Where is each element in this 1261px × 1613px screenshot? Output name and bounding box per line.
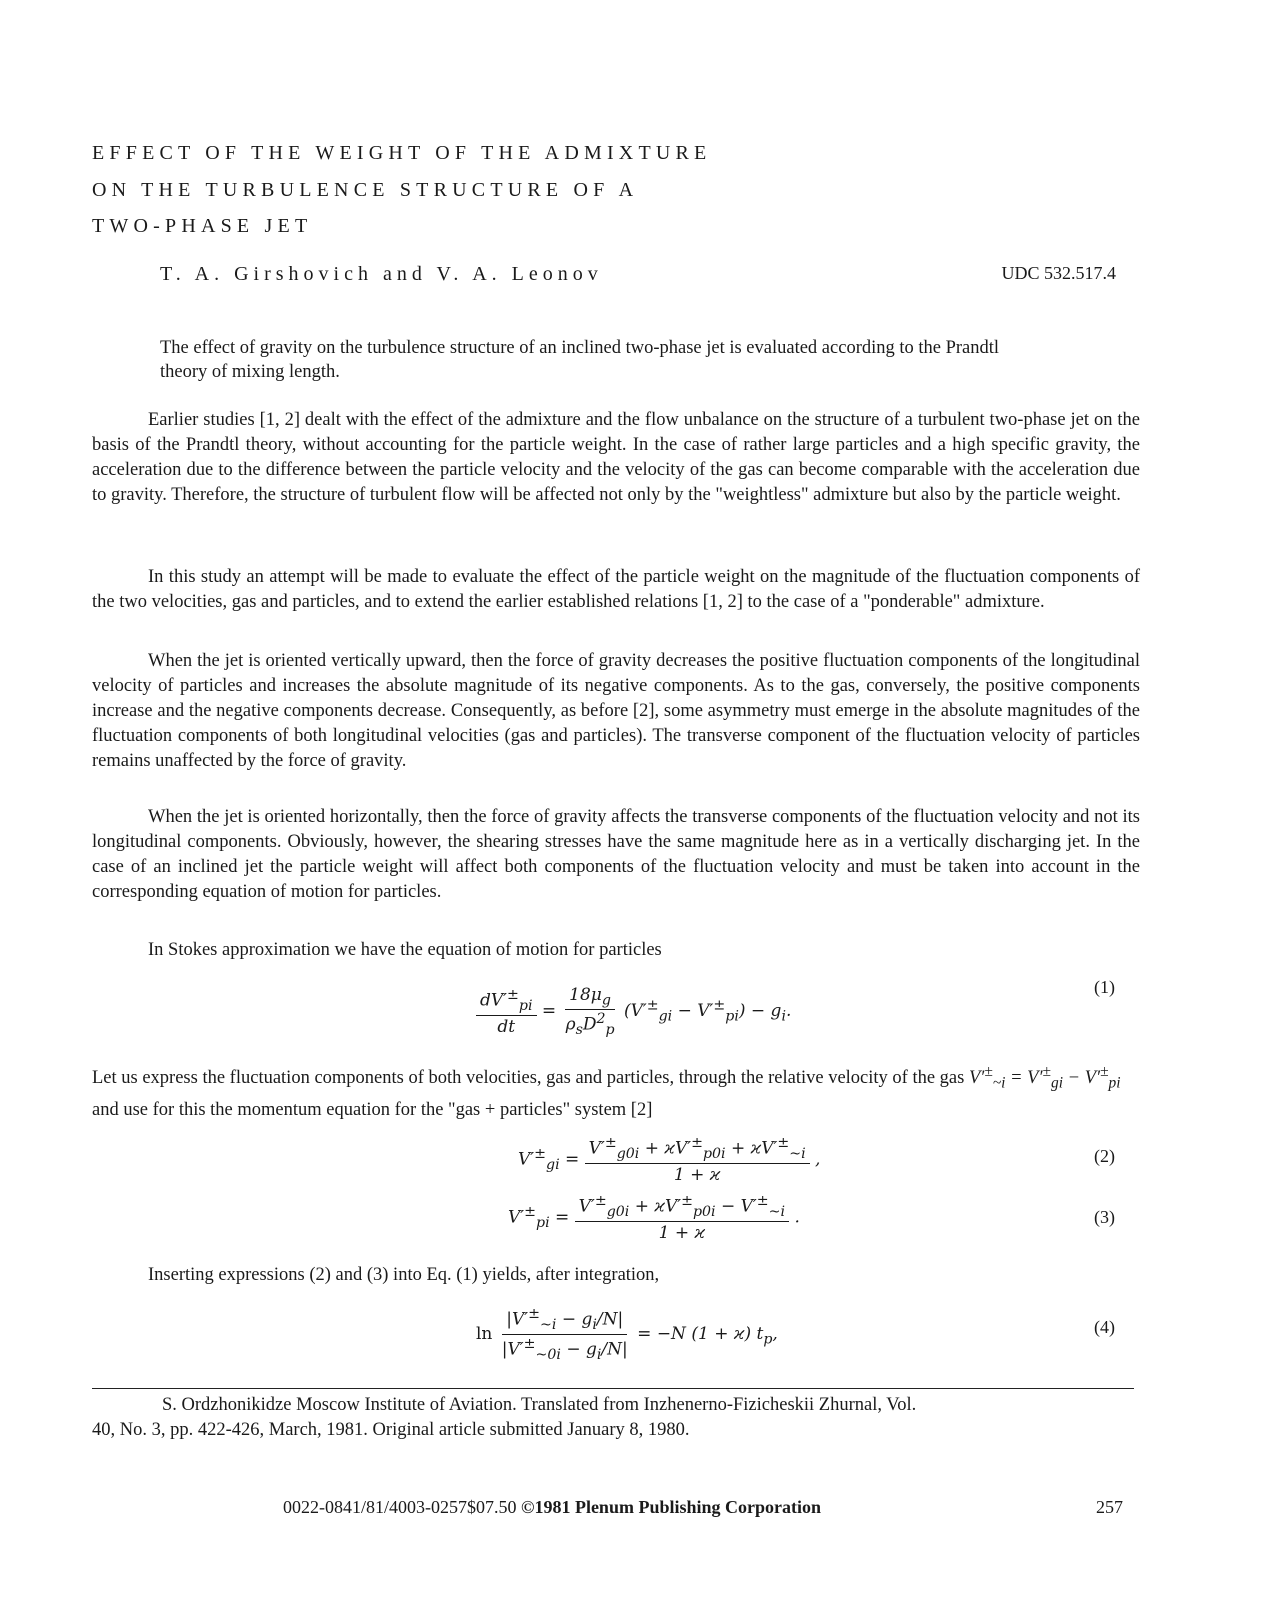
- footer-copyright: ©1981 Plenum Publishing Corporation: [521, 1497, 821, 1517]
- paragraph-2: In this study an attempt will be made to evaluate the effect of the particle weight on the magnitude of the fluctuation components of the two velocities, gas and particles, and to extend the earlier established relations [1, 2] to the case of a "ponderable" admixture.: [92, 567, 1140, 612]
- title-line-3: TWO-PHASE JET: [92, 215, 313, 237]
- title-line-1: EFFECT OF THE WEIGHT OF THE ADMIXTURE: [92, 142, 712, 164]
- equation-4: ln $\frac{|V'^\pm_{\sim i} - g_i/N|}{|V'^\pm_{\sim 0i} - g_i/N|}$ = −N (1 + ϰ) $t_p$,: [476, 1306, 778, 1364]
- page-number: 257: [1096, 1497, 1123, 1517]
- equation-2: $V'^\pm_{gi}$ = $\frac{V'^\pm_{g0i} + ϰV'^\pm_{p0i} + ϰV'^\pm_{\sim i}}{1 + ϰ}$ ,: [518, 1135, 821, 1186]
- title-line-2: ON THE TURBULENCE STRUCTURE OF A: [92, 179, 639, 201]
- relative-velocity-definition: $V'^\pm_{\sim i} = V'^\pm_{gi} - V'^\pm_{pi}$: [968, 1063, 1121, 1092]
- equation-number-3: (3): [1094, 1207, 1115, 1227]
- equation-number-1: (1): [1094, 977, 1115, 997]
- equation-number-4: (4): [1094, 1317, 1115, 1337]
- udc-code: UDC 532.517.4: [1001, 263, 1116, 283]
- inserting-text: Inserting expressions (2) and (3) into Eq. (1) yields, after integration,: [148, 1265, 660, 1285]
- footnote: [92, 1393, 1132, 1443]
- equation-1: $\frac{dV'^\pm_{pi}}{dt}$ = $\frac{18\mu_g}{\rho_sD^2_p}$ $(V'^\pm_{gi} - V'^\pm_{pi}) - g_i$.: [476, 985, 791, 1038]
- paragraph-5: In Stokes approximation we have the equation of motion for particles: [148, 940, 662, 960]
- footnote-line-2: 40, No. 3, pp. 422-426, March, 1981. Original article submitted January 8, 1980.: [92, 1420, 690, 1440]
- footnote-line-1: S. Ordzhonikidze Moscow Institute of Aviation. Translated from Inzhenerno-Fizicheskii Zhurnal, Vol.: [162, 1395, 917, 1415]
- authors: T. A. Girshovich and V. A. Leonov: [160, 263, 603, 285]
- relative-velocity-tail: and use for this the momentum equation for the "gas + particles" system [2]: [92, 1099, 653, 1120]
- paragraph-4: When the jet is oriented horizontally, then the force of gravity affects the transverse components of the fluctuation velocity and not its longitudinal components. Obviously, however, the shearing stresses have the same magnitude here as in a vertically discharging jet. In the case of an inclined jet the particle weight will affect both components of the fluctuation velocity and must be taken into account in the corresponding equation of motion for particles.: [92, 807, 1140, 902]
- paragraph-1: Earlier studies [1, 2] dealt with the effect of the admixture and the flow unbalance on the structure of a turbulent two-phase jet on the basis of the Prandtl theory, without accounting for the particle weight. In the case of rather large particles and a high specific gravity, the acceleration due to the difference between the particle velocity and the velocity of the gas can become comparable with the acceleration due to gravity. Therefore, the structure of turbulent flow will be affected not only by the "weightless" admixture but also by the particle weight.: [92, 410, 1140, 505]
- footnote-divider: [92, 1388, 1134, 1389]
- footer: [283, 1497, 821, 1518]
- abstract: The effect of gravity on the turbulence structure of an inclined two-phase jet is evaluated according to the Prandtl theory of mixing length.: [160, 338, 1000, 382]
- paragraph-6: [92, 1059, 1140, 1123]
- relative-velocity-intro: Let us express the fluctuation components of both velocities, gas and particles, through the relative velocity of the gas: [92, 1068, 965, 1089]
- equation-3: $V'^\pm_{pi}$ = $\frac{V'^\pm_{g0i} + ϰV'^\pm_{p0i} - V'^\pm_{\sim i}}{1 + ϰ}$ .: [508, 1193, 800, 1244]
- equation-number-2: (2): [1094, 1146, 1115, 1166]
- footer-code: 0022-0841/81/4003-0257$07.50: [283, 1497, 517, 1517]
- paragraph-3: When the jet is oriented vertically upward, then the force of gravity decreases the positive fluctuation components of the longitudinal velocity of particles and increases the absolute magnitude of its negative components. As to the gas, conversely, the positive components increase and the negative components decrease. Consequently, as before [2], some asymmetry must emerge in the absolute magnitudes of the fluctuation components of both longitudinal velocities (gas and particles). The transverse component of the fluctuation velocity of particles remains unaffected by the force of gravity.: [92, 651, 1140, 771]
